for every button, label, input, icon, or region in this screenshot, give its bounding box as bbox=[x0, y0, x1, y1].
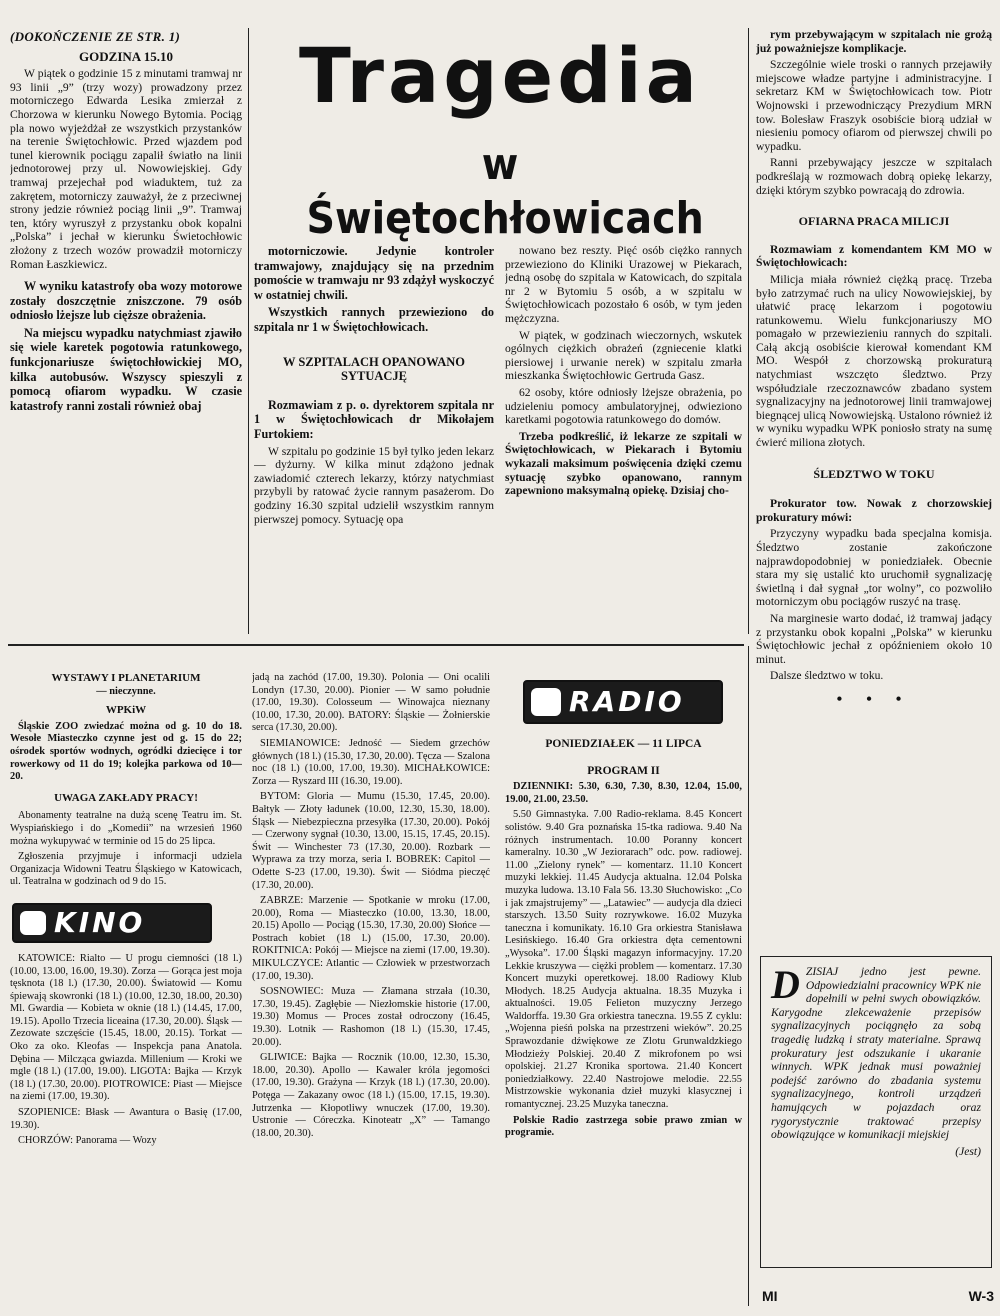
radio-disclaimer: Polskie Radio zastrzega sobie prawo zmian w programie. bbox=[505, 1114, 742, 1139]
radio-logo bbox=[523, 680, 723, 724]
radio-logo-text: RADIO bbox=[569, 684, 685, 718]
radio-news-times: DZIENNIKI: 5.30, 6.30, 7.30, 8.30, 12.04, 15.00, 19.00, 21.00, 23.50. bbox=[505, 781, 742, 805]
article-paragraph-bold: motorniczowie. Jedynie kontroler tramwajowy, znajdujący się na przednim pomoście w tramwaju nr 93 zdążył wyskoczyć w ostatniej chwili. bbox=[254, 244, 494, 302]
article-kicker: (DOKOŃCZENIE ZE STR. 1) bbox=[10, 29, 181, 44]
article-paragraph: W szpitalu po godzinie 15 był tylko jeden lekarz — dyżurny. W kilka minut zdążono jednak zawiadomić czterech lekarzy, którzy natychmiast przybyli by ratować życie rannym pasażerom. Do godziny 16.30 szpital udzielił wszystkim rannym pierwszej pomocy. Sytuację opa bbox=[254, 444, 494, 526]
article-paragraph: rym przebywającym w szpitalach nie grożą już poważniejsze komplikacje. bbox=[756, 28, 992, 55]
footer-page-number: W-3 bbox=[968, 1288, 994, 1304]
article-paragraph-bold: Wszystkich rannych przewieziono do szpitala nr 1 w Świętochłowicach. bbox=[254, 305, 494, 334]
article-paragraph: Ranni przebywający jeszcze w szpitalach podkreślają w rozmowach dobrą opiekę lekarzy, dzięki którym szybko powracają do zdrowia. bbox=[756, 156, 992, 197]
article-paragraph: Przyczyny wypadku bada specjalna komisja. Śledztwo zostanie zakończone najprawdopodobniej w poniedziałek. Obecnie stara my się ustalić kto uruchomił sygnalizację świetlną i dał sygnał „tor wolny”, co pozwoliło motorniczym obu pociągów ruszyć na trasę. bbox=[756, 527, 992, 609]
listing-paragraph: ZABRZE: Marzenie — Spotkanie w mroku (17.00, 20.00), Roma — Miasteczko (10.00, 13.30, 18.00, 20.15) Apollo — Pociąg (15.30, 17.30, 20.00) Słońce — Postrach kobiet (18 l.) (15.00, 17.30, 20.00). ROKITNICA: Pokój — Miejsce na ziemi (17.00, 19.30). MIKULCZYCE: Atlantic — Człowiek w przestworzach (17.00, 19.30). bbox=[252, 895, 490, 982]
comment-text: ZISIAJ jedno jest pewne. Odpowiedzialni pracownicy WPK nie dopełnili w pełni swych obowiązków. Karygodne zlekceważenie przepisów sygnalizacyjnych pociągnęło za sobą tragedię ludzką i straty materialne. Sprawą prokuratury jest odszukanie i ukaranie winnych. WPK jednak musi poważniej podejść zarówno do zbadania systemu sygnalizacyjnego, kontroli urządzeń hamujących w pojazdach oraz rygorystycznie traktować przepisy obowiązujące w komunikacji miejskiej bbox=[771, 965, 981, 1142]
headline-title: Tragedia bbox=[299, 31, 701, 120]
article-paragraph: Szczególnie wiele troski o rannych przejawiły miejscowe władze partyjne i administracyjne. I sekretarz KM w Świętochłowicach tow. Piotr Wojnowski i przewodniczący Prezydium MRN tow. Bolesław Fraszyk osobiście biorą udział w niesieniu pomocy ofiarom od pierwszej chwili po wypadku. bbox=[756, 58, 992, 153]
kino-logo bbox=[12, 903, 212, 943]
radio-set-icon bbox=[531, 688, 561, 716]
section-divider bbox=[8, 644, 744, 646]
listings-column-3 bbox=[505, 672, 742, 1308]
listing-paragraph: BYTOM: Gloria — Mumu (15.30, 17.45, 20.00). Bałtyk — Złoty ładunek (10.00, 12.30, 15.30, 18.00). Śląsk — Niebezpieczna przesyłka (17.30, 20.00). Pokój — Czerwony sygnał (10.30, 13.00, 15.15, 17.45, 20.15). Świt — Winchester 73 (17.30, 20.00). Rozbark — Wyprawa za trzy morza, seria I. BOBREK: Capitol — Odette S-23 (17.00, 19.30). Świt — Siódma pieczęć (17.30, 20.00). bbox=[252, 791, 490, 891]
article-paragraph-bold: Na miejscu wypadku natychmiast zjawiło się wiele karetek pogotowia ratunkowego, funkcjonariusze świętochłowickiej MO, kilka autobusów. Wszyscy spieszyli z pomocą ofiarom wypadku. W czasie katastrofy ranni zostali również obaj bbox=[10, 325, 242, 413]
listing-paragraph: SZOPIENICE: Błask — Awantura o Basię (17.00, 19.30). bbox=[10, 1107, 242, 1131]
article-paragraph: Trzeba podkreślić, iż lekarze ze szpitali w Świętochłowicach, w Piekarach i Bytomiu wykazali maksimum poświęcenia dzięki czemu sytuację szybko opanowano, rannym zapewniono maksymalną opiekę. Dzisiaj cho- bbox=[505, 429, 742, 498]
article-paragraph: Dalsze śledztwo w toku. bbox=[770, 669, 884, 683]
article-paragraph: Na marginesie warto dodać, iż tramwaj jadący z przystanku obok kopalni „Polska” w kierunku Świętochłowic jechał z opóźnieniem około 10 minut. bbox=[756, 611, 992, 666]
section-heading-hospitals: W SZPITALACH OPANOWANO SYTUACJĘ bbox=[283, 354, 465, 384]
article-paragraph: W piątek, w godzinach wieczornych, wskutek ogólnych ciężkich obrażeń (zgniecenie klatki piersiowej i urwanie nerek) w szpitalu zmarła mieszkanka Świętochłowic Gertruda Gasz. bbox=[505, 328, 742, 383]
article-column-2 bbox=[254, 244, 494, 636]
section-heading-investigation: ŚLEDZTWO W TOKU bbox=[813, 466, 935, 481]
comment-signature: (Jest) bbox=[955, 1144, 981, 1158]
article-paragraph: Milicja miała również ciężką pracę. Trzeba było zatrzymać ruch na ulicy Nowowiejskiej, by ułatwić pracę lekarzom i pogotowiu ratunkowemu. Wielu funkcjonariuszy MO pomagało w przewiezieniu rannych do szpitali. Całą akcją osobiście kierował komendant KM MO. Wespół z chorzowską prokuraturą natychmiast wszczęto śledztwo. Przy współudziale rzeczoznawców zbadano system sygnalizacyjny na jednotorowej linii tramwajowej biegnącej ulicą Nowowiejską. Ustalono również iż w wyniku wypadku WPK poniosło straty na sumę ćwierć miliona złotych. bbox=[756, 272, 992, 450]
article-column-1 bbox=[10, 28, 242, 636]
listing-paragraph: GLIWICE: Bajka — Rocznik (10.00, 12.30, 15.30, 18.00, 20.30). Apollo — Kawaler króla jegomości (17.00, 19.30). Grażyna — Krzyk (18 l.) (17.30, 20.00). Potęga — Zakazany owoc (18 l.) (15.00, 17.15, 19.30). Jutrzenka — Kłopotliwy wnuczek (17.00, 19.30). Ustronie — Córeczka. Kinoteatr „X” — Tamango (18.00, 20.30). bbox=[252, 1052, 490, 1139]
listings-column-1 bbox=[10, 672, 242, 1308]
listing-paragraph: jadą na zachód (17.00, 19.30). Polonia — Oni ocalili Londyn (17.30, 20.00). Pionier — W samo południe (17.00, 19.30). Colosseum — Winowajca nieznany (10.00, 17.30, 20.00). BATORY: Śląskie — Żołnierskie serca (17.30, 20.00). bbox=[252, 672, 490, 734]
radio-schedule: 5.50 Gimnastyka. 7.00 Radio-reklama. 8.45 Koncert solistów. 9.40 Gra poznańska 15-tka radiowa. 9.40 Na różnych instrumentach. 10.00 Poranny koncert kameralny. 10.30 „W Jeziorarach” odc. pow. radiowej. 11.00 „Zielony rynek” — komentarz. 11.10 Koncert muzyki lekkiej. 11.45 Audycja aktualna. 12.04 Polska muzyka ludowa. 13.10 Fala 56. 13.30 Słuchowisko: „Co i jak zmajstrujemy” — „Latawiec” — audycja dla dzieci starszych. 13.50 Suity rozrywkowe. 16.02 Muzyka taneczna i komunikaty. 16.10 Gra orkiestra Stanisława Lesińskiego. 16.40 Gra orkiestra dęta cementowni „Wysoka”. 17.00 Śląski magazyn informacyjny. 17.20 Lekkie kruszywa — ciężki problem — komentarz. 17.30 Koncert muzyki operetkowej. 18.00 Radiowy Klub Młodych. 18.25 Audycja aktualna. 18.35 Muzyka i aktualności. 19.05 Felieton muzyczny Jerzego Waldorffa. 19.30 Gra orkiestra taneczna. 19.55 Z cyklu: „Wojenna pieśń polska na przestrzeni wieków”. 20.25 Sprawozdanie dźwiękowe ze Zlotu Grunwaldzkiego Młodzieży Polskiej. 20.40 Z mikrofonem po wsi opolskiej. 21.27 Kronika sportowa. 21.40 Koncert poniedziałkowy. 22.40 Nastrojowe melodie. 22.55 Mistrzowskie wykonania dzieł muzyki klasycznej i romantycznej. 23.25 Muzyka taneczna. bbox=[505, 809, 742, 1111]
radio-program-heading: PROGRAM II bbox=[587, 764, 660, 777]
article-column-4 bbox=[756, 28, 992, 928]
listing-paragraph: SIEMIANOWICE: Jedność — Siedem grzechów głównych (18 l.) (15.30, 17.30, 20.00). Tęcza — Szalona noc (18 l.) (10.00, 17.00, 19.30). MICHAŁKOWICE: Zorza — Ryszard III (16.30, 19.00). bbox=[252, 737, 490, 787]
radio-date-heading: PONIEDZIAŁEK — 11 LIPCA bbox=[545, 738, 702, 750]
article-column-3 bbox=[505, 244, 742, 636]
article-paragraph-bold: Prokurator tow. Nowak z chorzowskiej prokuratury mówi: bbox=[756, 497, 992, 524]
listing-heading-notice: UWAGA ZAKŁADY PRACY! bbox=[54, 791, 198, 804]
section-heading-time: GODZINA 15.10 bbox=[79, 48, 173, 64]
article-paragraph: nowano bez reszty. Pięć osób ciężko rannych przewieziono do Kliniki Urazowej w Piekarach, jedną osobę do szpitala w Katowicach, do szpitala nr 2 w Bytomiu 5 osób, a w szpitalu w Świętochłowicach pozostało 6 osób, w tym jeden mężczyzna. bbox=[505, 244, 742, 325]
editorial-comment-box bbox=[760, 956, 992, 1268]
article-paragraph: 62 osoby, które odniosły lżejsze obrażenia, po udzieleniu pomocy ambulatoryjnej, odwieziono karetkami pogotowia ratunkowego do domów. bbox=[505, 385, 742, 427]
headline-subtitle: w Świętochłowicach bbox=[306, 139, 704, 244]
listing-heading-exhibitions: WYSTAWY I PLANETARIUM bbox=[51, 672, 201, 684]
film-reel-icon bbox=[20, 911, 46, 935]
separator-dots: • • • bbox=[836, 690, 912, 708]
listing-paragraph: KATOWICE: Rialto — U progu ciemności (18 l.) (10.00, 13.00, 16.00, 19.30). Zorza — Gorąca jest moja tęsknota (18 l.) (17.30, 20.00). Światowid — Komu śpiewają skowronki (18 l.) (10.00, 12.30, 18.00, 20.30) Ml. Gwardia — Kobieta w oknie (18 l.) (14.45, 17.00, 19.15). Apollo Trzecia liceaina (17.30, 20.00). Śląsk — Zezowate szczęście (15.45, 18.00, 20.15). Torkat — Oko za oko. Kleofas — Inspekcja pana Anatola. Dębina — Milcząca gwiazda. Millenium — Kroki we mgle (18 l.) (17.00, 19.00). LIGOTA: Bajka — Krzyk (18 l.) (17.30, 20.00). PIOTROWICE: Piast — Miejsce na ziemi (17.00, 19.30). bbox=[10, 952, 242, 1103]
section-heading-police: OFIARNA PRACA MILICJI bbox=[798, 214, 950, 229]
column-divider bbox=[248, 28, 249, 634]
listing-subheading: — nieczynne. bbox=[96, 685, 156, 697]
listings-column-2 bbox=[252, 672, 490, 1308]
article-paragraph: W piątek o godzinie 15 z minutami tramwaj nr 93 linii „9” (trzy wozy) prowadzony przez motorniczego Edwarda Lesika zmierzał z Chorzowa w kierunku Nowego Bytomia. Pociąg pla nowo wyjeżdżał ze wszystkich przystanków na terenie Świętochłowic. Przed wjazdem pod tunel kierownik pociągu zapalił światło na linii jednotorowej przy ul. Nowowiejskiej. Gdy tramwaj przejechał pod wiaduktem, tuż za zakrętem, motorniczy zauważył, że z przeciwnej strony jedzie również pociąg linii „9”. Tramwaj ten, który wyruszył z przystanku obok kopalni „Polska” i jechał w kierunku Świetochłowic złożony z trzech wozów prowadził motorniczy Roman Łaszkiewicz. bbox=[10, 67, 242, 271]
article-paragraph-bold: Rozmawiam z p. o. dyrektorem szpitala nr 1 w Świętochłowicach dr Mikołajem Furtokiem: bbox=[254, 397, 494, 441]
column-divider bbox=[748, 28, 749, 634]
comment-dropcap: D bbox=[771, 962, 800, 1007]
listing-paragraph: Zgłoszenia przyjmuje i informacji udziela Organizacja Widowni Teatru Śląskiego w Katowicach, ul. Teatralna w godzinach od 9 do 15. bbox=[10, 851, 242, 888]
listing-heading-wpkiw: WPKiW bbox=[105, 704, 147, 717]
article-paragraph-bold: Rozmawiam z komendantem KM MO w Świętochłowicach: bbox=[756, 242, 992, 270]
column-divider bbox=[748, 646, 749, 1306]
footer-left: MI bbox=[762, 1288, 778, 1304]
listing-paragraph: Śląskie ZOO zwiedzać można od g. 10 do 18. Wesołe Miasteczko czynne jest od g. 15 do 22; ośrodek sportów wodnych, ogródki dziecięce i tor rowerkowy od 11 do 19; kolejka parkowa od 10—20. bbox=[10, 720, 242, 783]
listing-paragraph: SOSNOWIEC: Muza — Złamana strzała (10.30, 17.30, 19.45). Zagłębie — Niezłomskie historie (17.00, 19.30) Momus — Proces został odroczony (16.45, 19.30). Lotnik — Rashomon (18 l.) (15.30, 17.45, 20.00). bbox=[252, 986, 490, 1048]
listing-paragraph: Abonamenty teatralne na dużą scenę Teatru im. St. Wyspiańskiego i do „Komedii” na wrzesień 1960 można wykupywać w terminie od 15 do 25 lipca. bbox=[10, 810, 242, 847]
kino-logo-text: KINO bbox=[54, 905, 146, 939]
article-paragraph-bold: W wyniku katastrofy oba wozy motorowe zostały doszczętnie zniszczone. 79 osób odniosło lżejsze lub cięższe obrażenia. bbox=[10, 279, 242, 323]
listing-paragraph: CHORZÓW: Panorama — Wozy bbox=[18, 1135, 157, 1147]
